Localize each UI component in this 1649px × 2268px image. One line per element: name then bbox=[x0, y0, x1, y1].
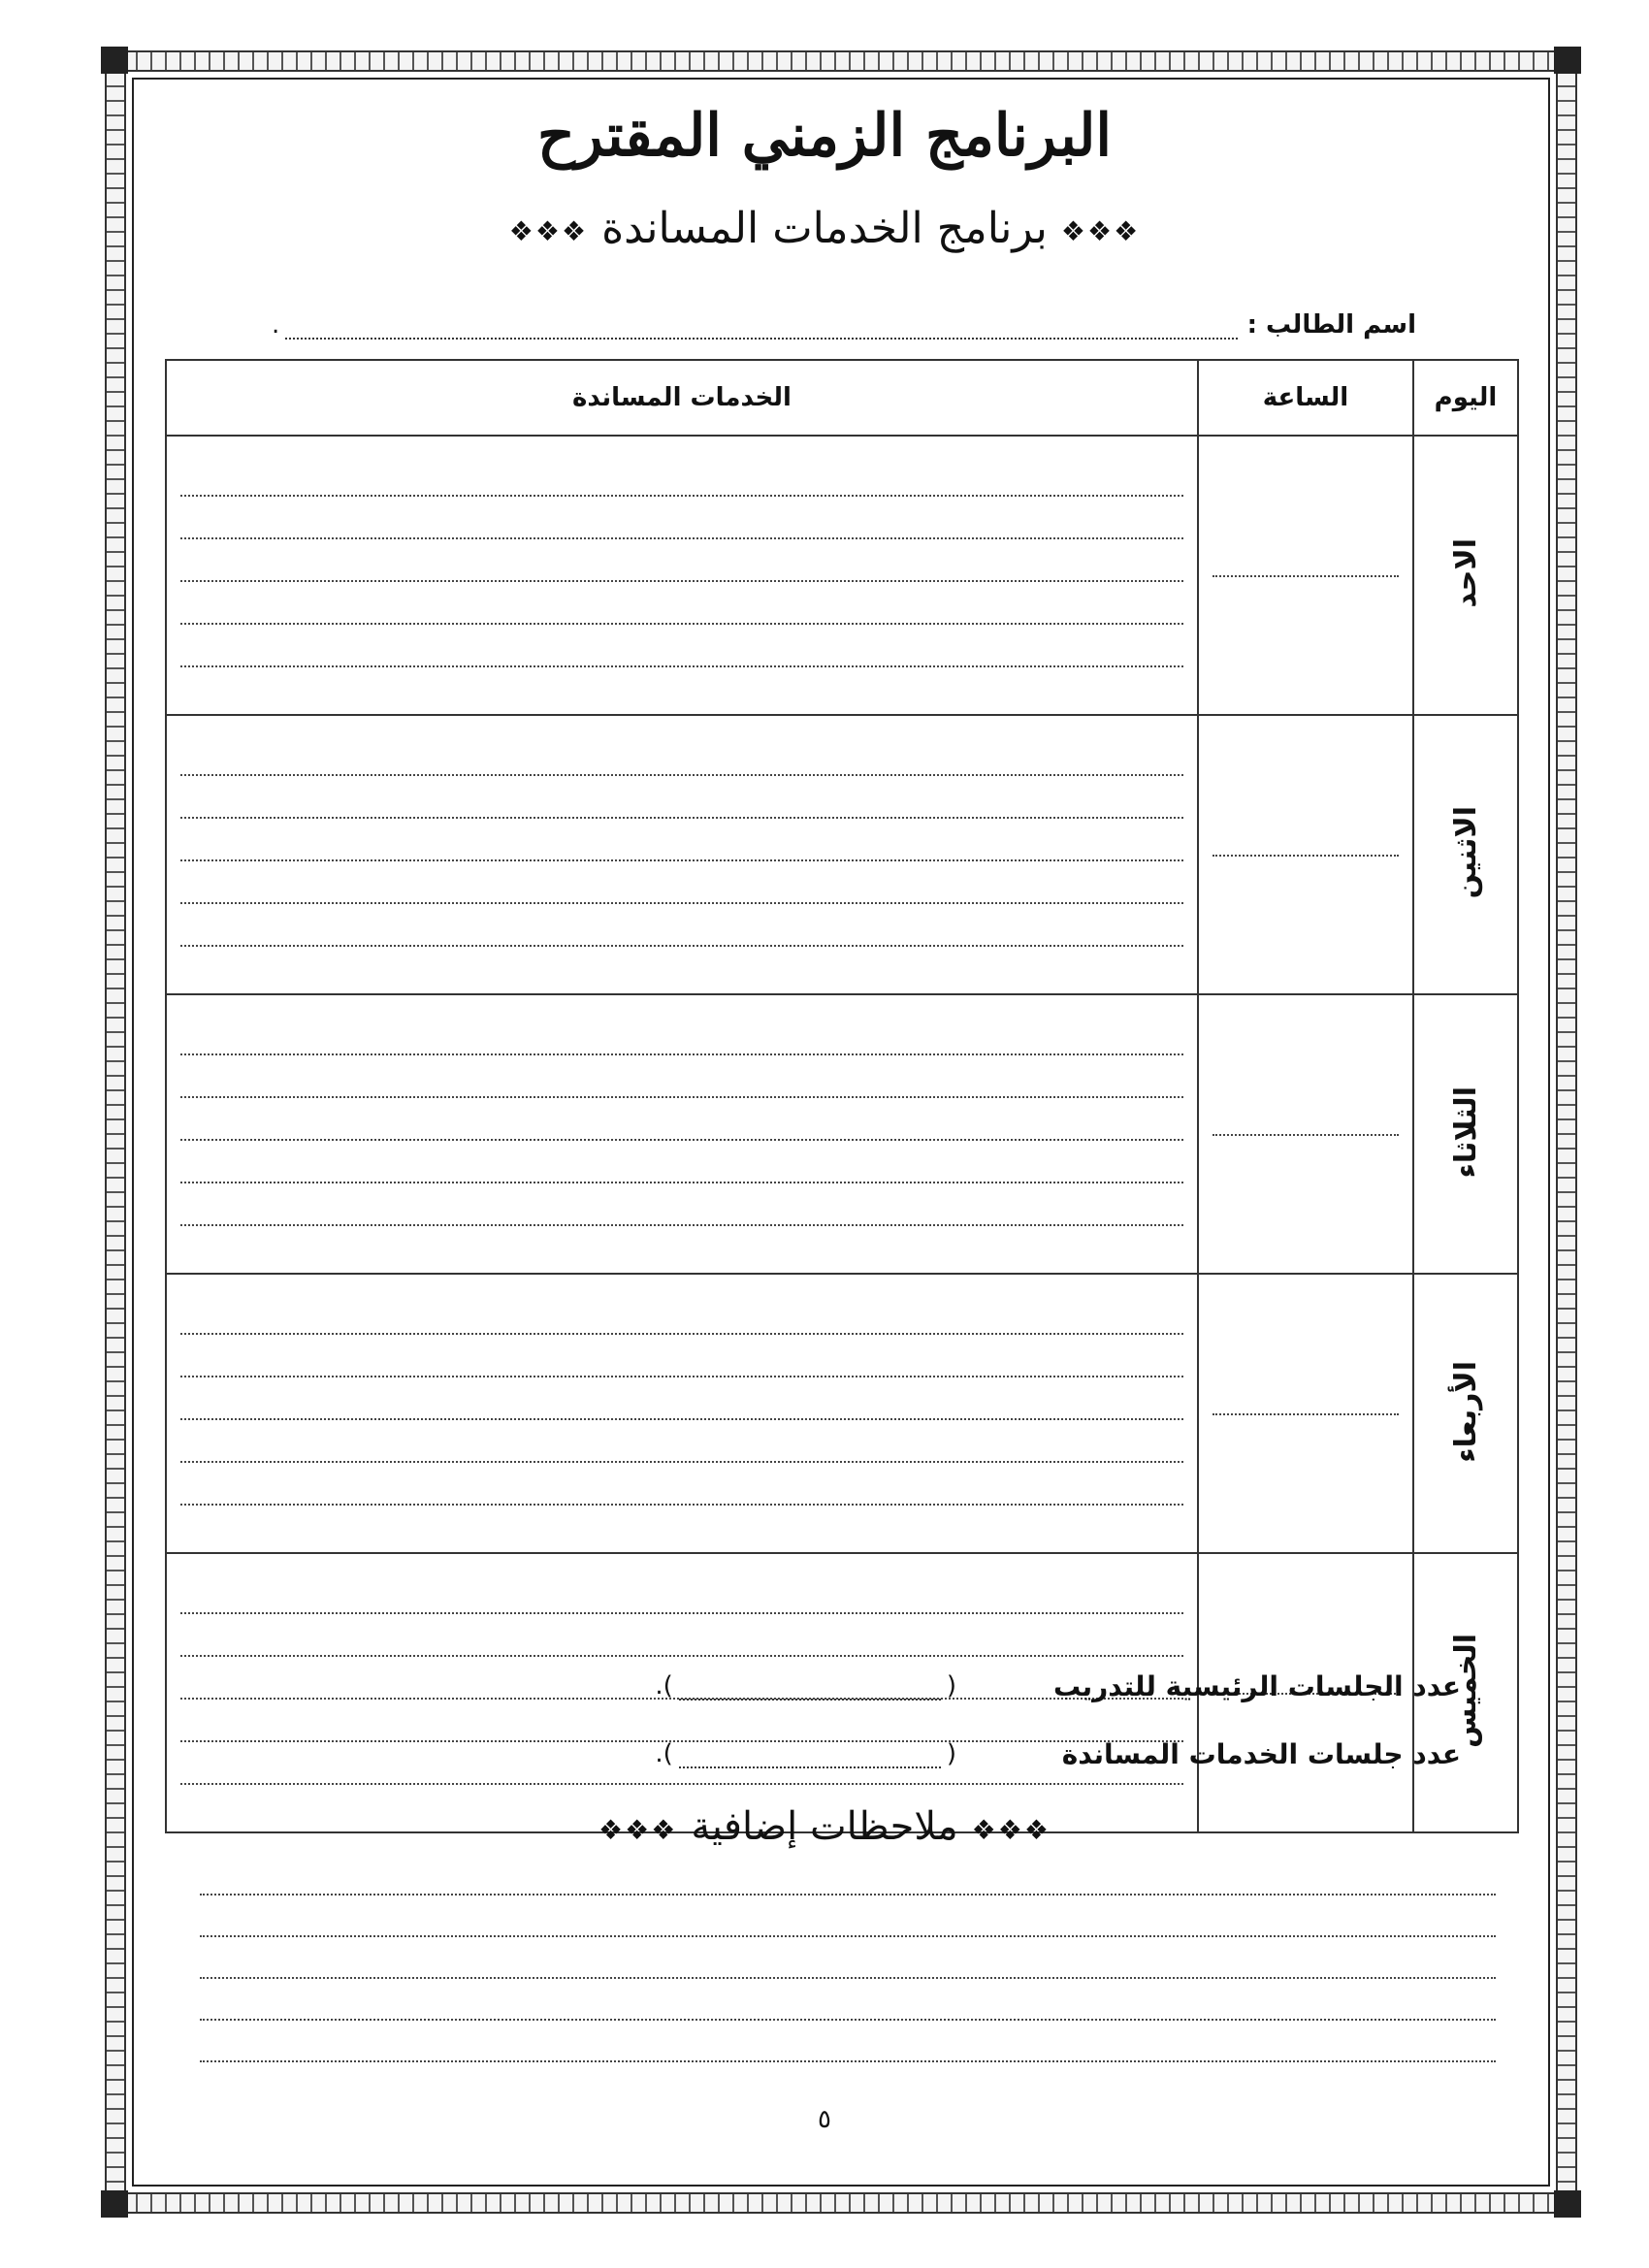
border-bottom bbox=[105, 2192, 1577, 2214]
services-line[interactable] bbox=[180, 1055, 1183, 1098]
services-cell[interactable] bbox=[166, 436, 1198, 715]
corner-ornament bbox=[1554, 2190, 1581, 2218]
services-line[interactable] bbox=[180, 819, 1183, 861]
hour-field[interactable] bbox=[1212, 573, 1399, 577]
day-cell bbox=[1413, 994, 1518, 1274]
services-line[interactable] bbox=[180, 1335, 1183, 1377]
services-line[interactable] bbox=[180, 582, 1183, 625]
main-sessions-field[interactable] bbox=[679, 1677, 941, 1701]
table-row bbox=[166, 994, 1518, 1274]
services-cell[interactable] bbox=[166, 994, 1198, 1274]
schedule-table bbox=[165, 359, 1519, 1833]
close-paren: ). bbox=[655, 1671, 673, 1701]
diamond-ornament-icon: ❖❖❖ bbox=[508, 215, 589, 247]
hour-field[interactable] bbox=[1212, 1411, 1399, 1415]
day-cell bbox=[1413, 436, 1518, 715]
notes-line[interactable] bbox=[200, 1933, 1496, 1937]
table-row bbox=[166, 1274, 1518, 1553]
corner-ornament bbox=[1554, 47, 1581, 74]
open-paren: ( bbox=[946, 1739, 956, 1768]
notes-line[interactable] bbox=[200, 1892, 1496, 1895]
main-sessions-row bbox=[407, 1667, 1461, 1705]
services-line[interactable] bbox=[180, 1141, 1183, 1183]
services-line[interactable] bbox=[180, 625, 1183, 667]
diamond-ornament-icon: ❖❖❖ bbox=[1060, 215, 1141, 247]
services-line[interactable] bbox=[180, 861, 1183, 904]
header-hour: الساعة bbox=[1198, 360, 1413, 436]
hour-cell[interactable] bbox=[1198, 436, 1413, 715]
table-row bbox=[166, 715, 1518, 994]
support-sessions-row bbox=[407, 1734, 1461, 1773]
day-cell bbox=[1413, 1274, 1518, 1553]
border-left bbox=[105, 50, 126, 2214]
table-row bbox=[166, 436, 1518, 715]
hour-cell[interactable] bbox=[1198, 715, 1413, 994]
services-line[interactable] bbox=[180, 497, 1183, 539]
services-line[interactable] bbox=[180, 733, 1183, 776]
services-line[interactable] bbox=[180, 454, 1183, 497]
subtitle-row bbox=[0, 204, 1649, 253]
support-sessions-label: عدد جلسات الخدمات المساندة bbox=[1061, 1737, 1461, 1770]
services-cell[interactable] bbox=[166, 715, 1198, 994]
hour-cell[interactable] bbox=[1198, 994, 1413, 1274]
day-label: الخميس bbox=[1448, 1634, 1483, 1748]
support-sessions-field[interactable] bbox=[679, 1745, 941, 1768]
services-line[interactable] bbox=[180, 1013, 1183, 1055]
page-subtitle: برنامج الخدمات المساندة bbox=[601, 204, 1048, 253]
hour-cell[interactable] bbox=[1198, 1274, 1413, 1553]
close-paren: ). bbox=[655, 1739, 673, 1768]
student-name-period: . bbox=[272, 310, 280, 340]
notes-heading: ملاحظات إضافية bbox=[691, 1804, 958, 1849]
services-line[interactable] bbox=[180, 904, 1183, 947]
day-cell bbox=[1413, 715, 1518, 994]
page-title: البرنامج الزمني المقترح bbox=[536, 102, 1113, 170]
day-label: الأربعاء bbox=[1448, 1360, 1483, 1463]
border-top bbox=[105, 50, 1577, 72]
hour-field[interactable] bbox=[1212, 1132, 1399, 1136]
main-sessions-label: عدد الجلسات الرئيسية للتدريب bbox=[1053, 1669, 1461, 1702]
notes-line[interactable] bbox=[200, 2058, 1496, 2062]
services-line[interactable] bbox=[180, 1292, 1183, 1335]
student-name-row bbox=[272, 291, 1416, 340]
services-line[interactable] bbox=[180, 1098, 1183, 1141]
header-services: الخدمات المساندة bbox=[166, 360, 1198, 436]
student-name-label: اسم الطالب : bbox=[1246, 310, 1416, 340]
notes-line[interactable] bbox=[200, 2017, 1496, 2021]
hour-field[interactable] bbox=[1212, 853, 1399, 857]
page-number: ٥ bbox=[818, 2105, 831, 2134]
corner-ornament bbox=[101, 2190, 128, 2218]
services-line[interactable] bbox=[180, 1571, 1183, 1614]
day-label: الاحد bbox=[1448, 538, 1483, 608]
day-label: الاثنين bbox=[1448, 806, 1483, 899]
header-day: اليوم bbox=[1413, 360, 1518, 436]
services-line[interactable] bbox=[180, 1614, 1183, 1657]
notes-line[interactable] bbox=[200, 1975, 1496, 1979]
day-label: الثلاثاء bbox=[1448, 1085, 1483, 1179]
notes-heading-row bbox=[0, 1804, 1649, 1849]
diamond-ornament-icon: ❖❖❖ bbox=[598, 1813, 678, 1846]
services-line[interactable] bbox=[180, 776, 1183, 819]
student-name-field[interactable] bbox=[285, 308, 1237, 340]
open-paren: ( bbox=[946, 1671, 956, 1701]
table-header-row bbox=[166, 360, 1518, 436]
services-line[interactable] bbox=[180, 1183, 1183, 1226]
services-line[interactable] bbox=[180, 1377, 1183, 1420]
corner-ornament bbox=[101, 47, 128, 74]
services-line[interactable] bbox=[180, 1420, 1183, 1463]
support-sessions-blank bbox=[655, 1739, 956, 1768]
services-cell[interactable] bbox=[166, 1274, 1198, 1553]
diamond-ornament-icon: ❖❖❖ bbox=[971, 1813, 1051, 1846]
border-right bbox=[1556, 50, 1577, 2214]
services-line[interactable] bbox=[180, 1463, 1183, 1506]
main-sessions-blank bbox=[655, 1671, 956, 1701]
services-line[interactable] bbox=[180, 539, 1183, 582]
